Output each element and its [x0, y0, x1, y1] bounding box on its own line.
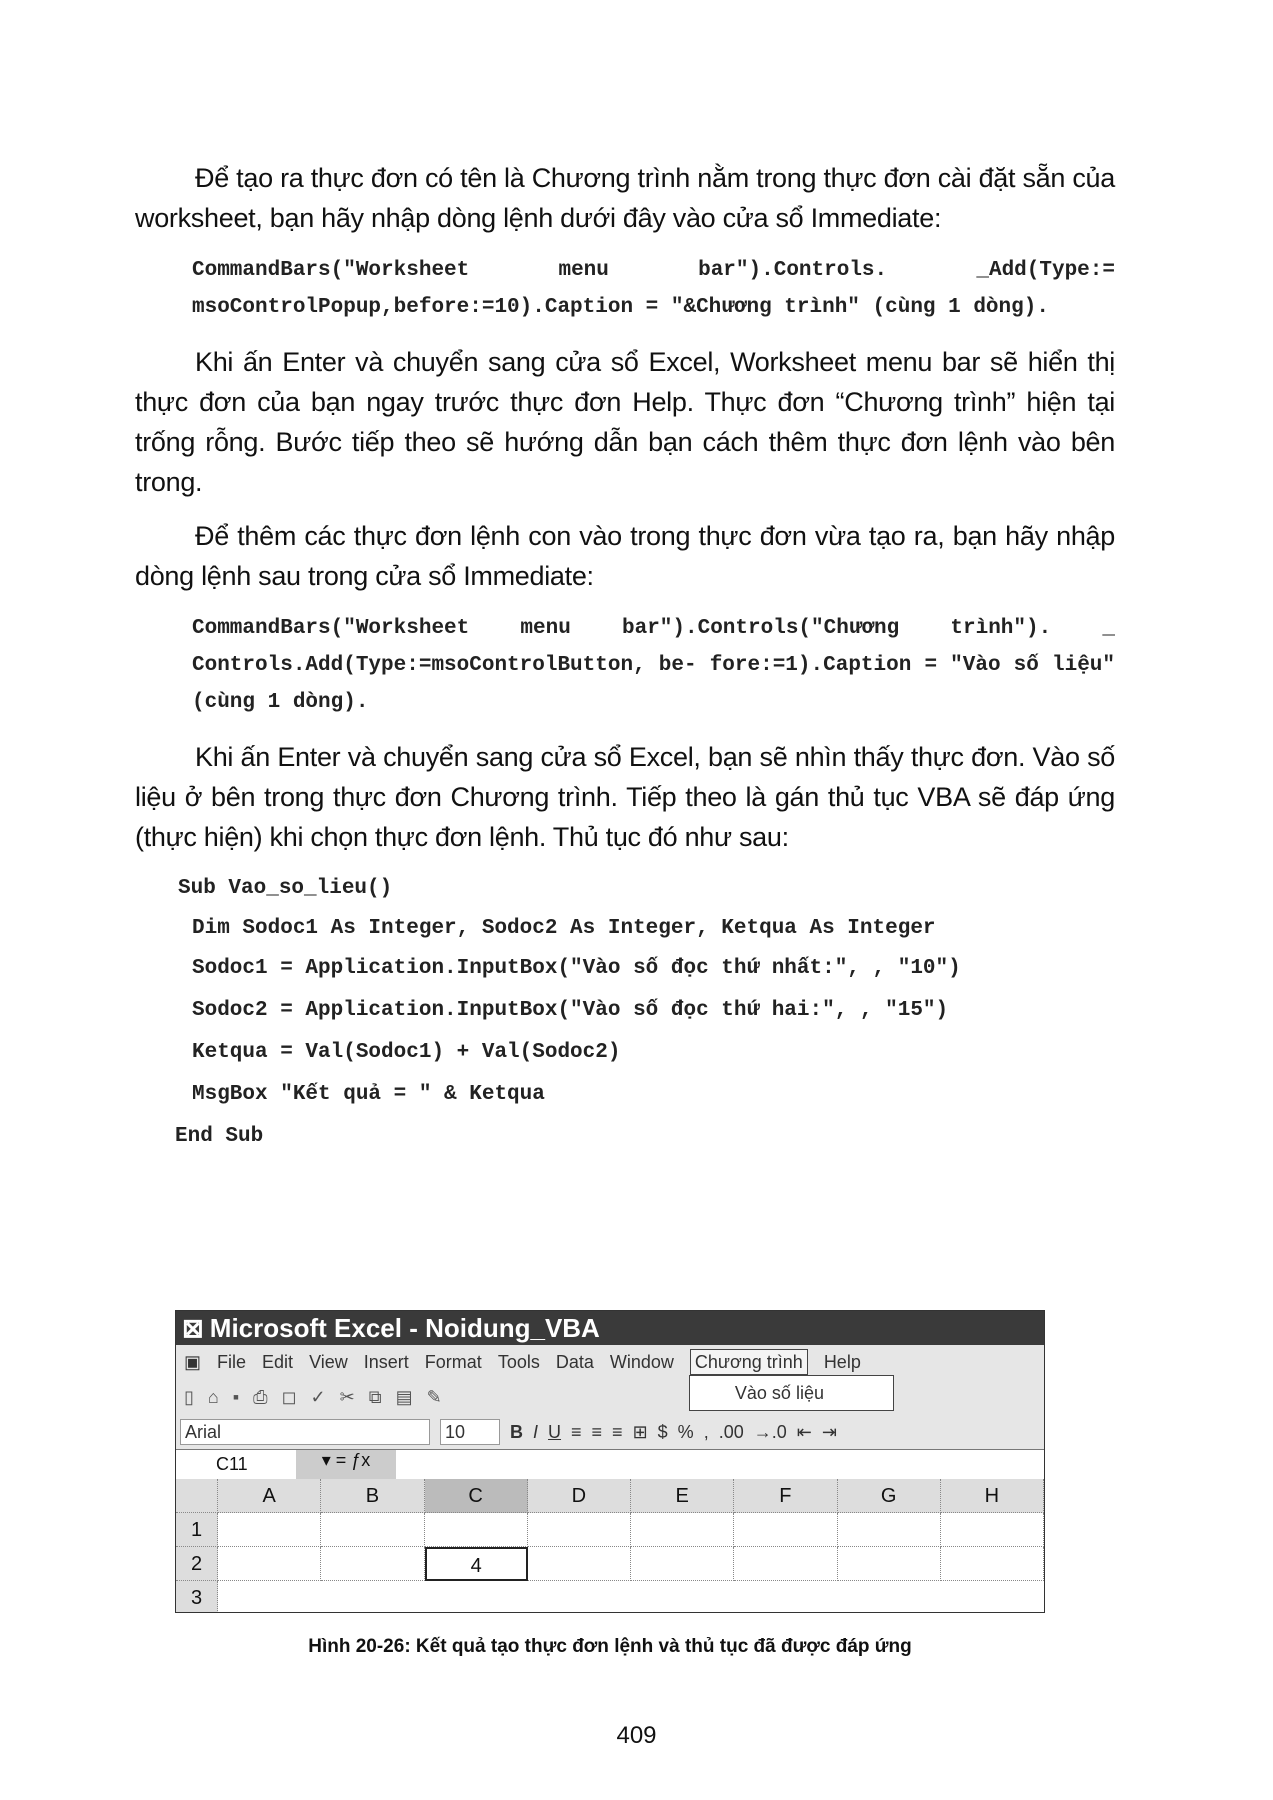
excel-icon: ⊠ — [182, 1313, 204, 1343]
align-left-button[interactable]: ≡ — [571, 1421, 582, 1442]
align-right-button[interactable]: ≡ — [612, 1421, 623, 1442]
font-select[interactable]: Arial — [180, 1419, 430, 1445]
code-line: Sodoc1 = Application.InputBox("Vào số đọc thứ nhất:", , "10") — [192, 957, 961, 980]
code-line: MsgBox "Kết quả = " & Ketqua — [192, 1083, 545, 1106]
menu-edit[interactable]: Edit — [262, 1351, 294, 1372]
workbook-icon[interactable]: ▣ — [184, 1351, 202, 1372]
new-icon[interactable]: ▯ — [184, 1386, 194, 1407]
paragraph: Để thêm các thực đơn lệnh con vào trong thực đơn vừa tạo ra, bạn hãy nhập dòng lệnh sau trong cửa sổ Immediate: — [135, 521, 1115, 591]
menu-data[interactable]: Data — [555, 1351, 594, 1372]
paste-icon[interactable]: ▤ — [395, 1386, 413, 1407]
excel-screenshot — [175, 1310, 1045, 1613]
menu-bar — [176, 1345, 1044, 1403]
italic-button[interactable]: I — [533, 1421, 539, 1442]
code-block: CommandBars("Worksheet menu bar").Controls("Chương trình"). _ Controls.Add(Type:=msoControlButton, be- fore:=1).Caption = "Vào số liệu" (cùng 1 dòng). — [192, 617, 1115, 714]
currency-button[interactable]: $ — [657, 1421, 668, 1442]
code-line: Ketqua = Val(Sodoc1) + Val(Sodoc2) — [192, 1041, 621, 1064]
copy-icon[interactable]: ⧉ — [368, 1386, 382, 1407]
menu-chuong-trinh[interactable]: Chương trình — [690, 1349, 808, 1375]
formula-bar — [176, 1449, 1044, 1479]
row-header[interactable]: 2 — [176, 1547, 218, 1581]
menu-tools[interactable]: Tools — [497, 1351, 540, 1372]
cell[interactable] — [321, 1513, 424, 1547]
window-title: Microsoft Excel - Noidung_VBA — [209, 1313, 600, 1343]
paragraph: Khi ấn Enter và chuyển sang cửa sổ Excel, bạn sẽ nhìn thấy thực đơn. Vào số liệu ở bên trong thực đơn Chương trình. Tiếp theo là gán thủ tục VBA sẽ đáp ứng (thực hiện) khi chọn thực đơn lệnh. Thủ tục đó như sau: — [135, 742, 1115, 852]
cell[interactable] — [528, 1513, 631, 1547]
corner-cell[interactable] — [176, 1479, 218, 1513]
column-header[interactable]: E — [631, 1479, 734, 1513]
paragraph: Khi ấn Enter và chuyển sang cửa sổ Excel, Worksheet menu bar sẽ hiển thị thực đơn của bạn ngay trước thực đơn Help. Thực đơn “Chương trình” hiện tại trống rỗng. Bước tiếp theo sẽ hướng dẫn bạn cách thêm thực đơn lệnh vào bên trong. — [135, 347, 1115, 497]
cell[interactable] — [941, 1547, 1044, 1581]
cell[interactable] — [838, 1547, 941, 1581]
cell[interactable] — [528, 1547, 631, 1581]
save-icon[interactable]: ▪ — [232, 1386, 240, 1407]
column-header[interactable]: A — [218, 1479, 321, 1513]
cell[interactable] — [734, 1547, 837, 1581]
cell[interactable] — [631, 1547, 734, 1581]
open-icon[interactable]: ⌂ — [207, 1386, 219, 1407]
merge-center-button[interactable]: ⊞ — [632, 1421, 648, 1442]
menu-help[interactable]: Help — [823, 1351, 861, 1372]
underline-button[interactable]: U — [548, 1421, 562, 1442]
row-header[interactable]: 1 — [176, 1513, 218, 1547]
cut-icon[interactable]: ✂ — [339, 1386, 355, 1407]
row-header[interactable]: 3 — [176, 1581, 218, 1613]
menu-format[interactable]: Format — [424, 1351, 482, 1372]
cell[interactable] — [941, 1513, 1044, 1547]
page-number: 409 — [616, 1722, 657, 1749]
menu-window[interactable]: Window — [609, 1351, 674, 1372]
code-block: CommandBars("Worksheet menu bar").Controls. _Add(Type:= msoControlPopup,before:=10).Caption = "&Chương trình" (cùng 1 dòng). — [192, 259, 1115, 319]
print-icon[interactable]: ⎙ — [253, 1386, 268, 1407]
code-dim: Dim Sodoc1 As Integer, Sodoc2 As Integer, Ketqua As Integer — [192, 917, 936, 940]
code-end: End Sub — [175, 1125, 264, 1148]
menu-insert[interactable]: Insert — [363, 1351, 409, 1372]
standard-toolbar — [176, 1379, 1044, 1415]
cell[interactable] — [218, 1513, 321, 1547]
cell[interactable] — [321, 1547, 424, 1581]
cell[interactable] — [218, 1547, 321, 1581]
fx-icon[interactable]: ▾ = ƒx — [296, 1450, 396, 1479]
column-header[interactable]: C — [425, 1479, 528, 1513]
cell[interactable] — [734, 1513, 837, 1547]
increase-decimal-button[interactable]: .00 — [718, 1421, 744, 1442]
cell[interactable] — [425, 1513, 528, 1547]
name-box[interactable]: C11 — [216, 1454, 248, 1474]
percent-button[interactable]: % — [677, 1421, 694, 1442]
column-header[interactable]: H — [941, 1479, 1044, 1513]
menu-file[interactable]: File — [217, 1351, 247, 1372]
code-line: Sodoc2 = Application.InputBox("Vào số đọc thứ hai:", , "15") — [192, 999, 949, 1022]
excel-title-bar — [176, 1311, 1044, 1345]
column-header[interactable]: G — [838, 1479, 941, 1513]
page-body — [135, 158, 1115, 1161]
formatting-toolbar — [176, 1415, 1044, 1449]
cell[interactable] — [631, 1513, 734, 1547]
font-size-select[interactable]: 10 — [440, 1419, 500, 1445]
column-header[interactable]: D — [528, 1479, 631, 1513]
format-painter-icon[interactable]: ✎ — [426, 1386, 442, 1407]
bold-button[interactable]: B — [510, 1421, 523, 1442]
worksheet-grid — [176, 1479, 1044, 1613]
increase-indent-button[interactable]: ⇥ — [821, 1421, 837, 1442]
comma-button[interactable]: , — [703, 1421, 709, 1442]
paragraph: Để tạo ra thực đơn có tên là Chương trình nằm trong thực đơn cài đặt sẵn của worksheet, bạn hãy nhập dòng lệnh dưới đây vào cửa sổ Immediate: — [135, 163, 1115, 233]
spell-icon[interactable]: ✓ — [310, 1386, 326, 1407]
dropdown-item-vao-so-lieu[interactable]: Vào số liệu — [689, 1375, 894, 1411]
column-header[interactable]: B — [321, 1479, 424, 1513]
decrease-decimal-button[interactable]: →.0 — [753, 1421, 787, 1442]
cell[interactable] — [838, 1513, 941, 1547]
code-sub: Sub Vao_so_lieu() — [178, 877, 393, 900]
menu-view[interactable]: View — [309, 1351, 348, 1372]
preview-icon[interactable]: ◻ — [281, 1386, 297, 1407]
cell-c2[interactable]: 4 — [425, 1547, 528, 1581]
figure-caption: Hình 20-26: Kết quả tạo thực đơn lệnh và thủ tục đã được đáp ứng — [308, 1636, 912, 1657]
menu-chuong-trinh-wrap — [690, 1351, 824, 1403]
column-header[interactable]: F — [734, 1479, 837, 1513]
decrease-indent-button[interactable]: ⇤ — [796, 1421, 812, 1442]
align-center-button[interactable]: ≡ — [591, 1421, 603, 1442]
